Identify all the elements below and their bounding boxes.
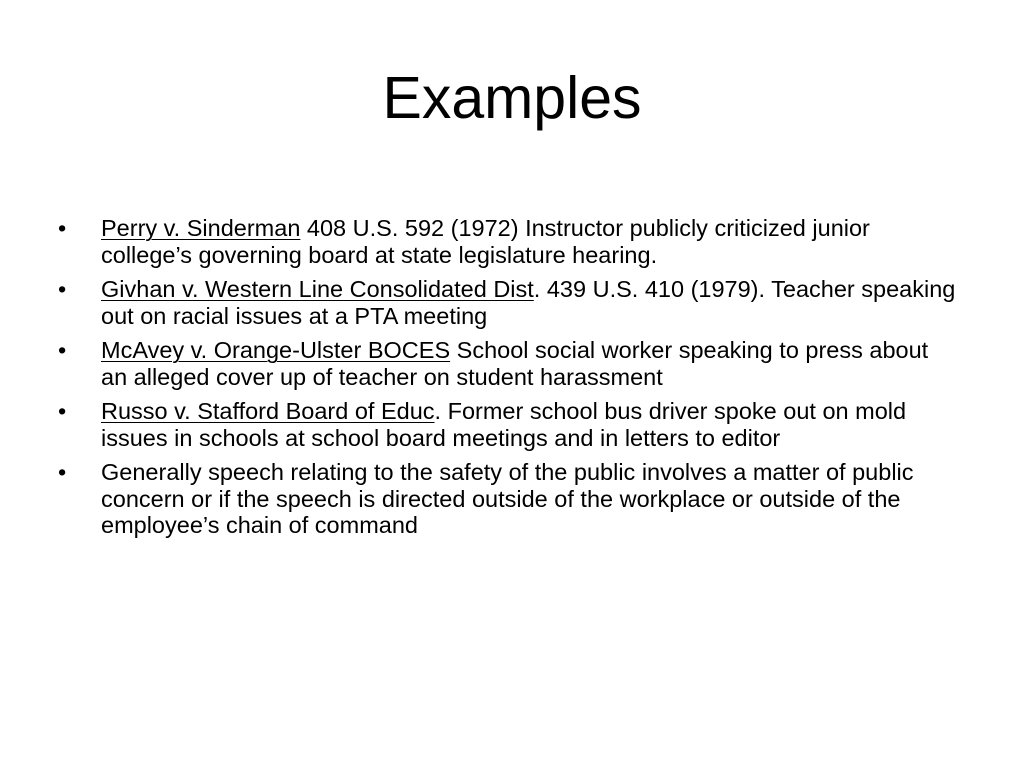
case-description: . 439 U.S. 410 (1979). Teacher speaking out on racial issues at a PTA meeting: [101, 276, 956, 329]
bullet-list: [58, 215, 958, 547]
case-link-russo[interactable]: Russo v. Stafford Board of Educ: [101, 398, 435, 424]
bullet-icon: •: [58, 276, 67, 302]
bullet-icon: •: [58, 215, 67, 241]
bullet-icon: •: [58, 459, 67, 485]
list-item: [58, 398, 958, 451]
slide-title: Examples: [382, 65, 642, 131]
case-description: . Former school bus driver spoke out on mold issues in schools at school board meetings and in letters to editor: [101, 398, 907, 451]
list-item: [58, 459, 958, 539]
case-description: 408 U.S. 592 (1972) Instructor publicly criticized junior college’s governing board at state legislature hearing.: [101, 215, 870, 268]
general-statement: Generally speech relating to the safety of the public involves a matter of public concern or if the speech is directed outside of the workplace or outside of the employee’s chain of command: [101, 459, 914, 538]
case-link-perry[interactable]: Perry v. Sinderman: [101, 215, 301, 241]
bullet-icon: •: [58, 337, 67, 363]
case-description: School social worker speaking to press about an alleged cover up of teacher on student harassment: [101, 337, 929, 390]
list-item: [58, 276, 958, 329]
list-item: [58, 215, 958, 268]
case-link-givhan[interactable]: Givhan v. Western Line Consolidated Dist: [101, 276, 534, 302]
case-link-mcavey[interactable]: McAvey v. Orange-Ulster BOCES: [101, 337, 451, 363]
list-item: [58, 337, 958, 390]
bullet-icon: •: [58, 398, 67, 424]
